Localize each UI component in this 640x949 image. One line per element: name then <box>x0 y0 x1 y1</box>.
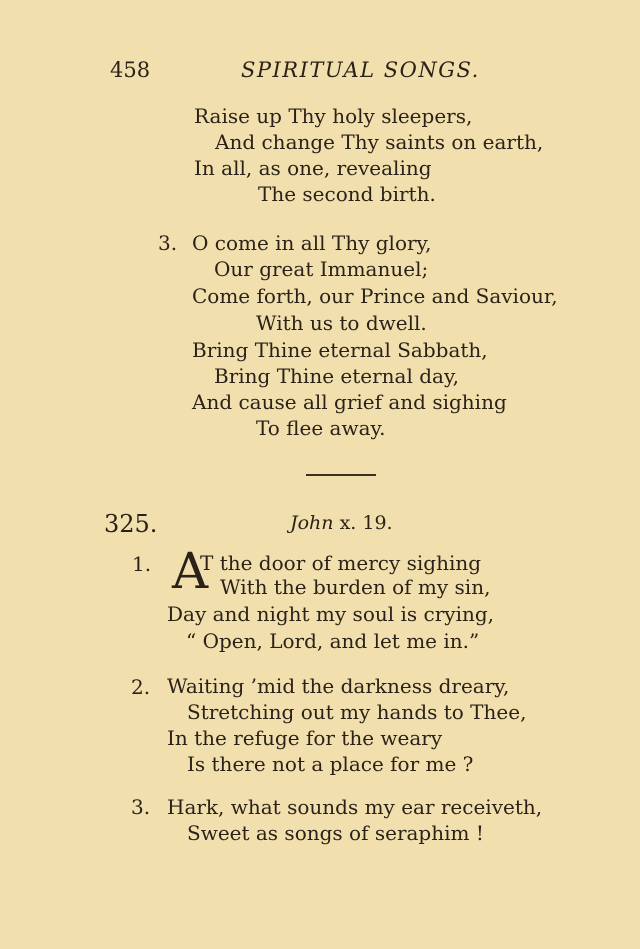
verse-line: And cause all grief and sighing <box>192 390 507 414</box>
verse-line: Waiting ’mid the darkness dreary, <box>167 674 510 698</box>
verse-line: Bring Thine eternal Sabbath, <box>192 338 488 362</box>
verse-line: Bring Thine eternal day, <box>214 364 459 388</box>
stanza-number: 3. <box>158 231 178 255</box>
verse-line: Raise up Thy holy sleepers, <box>194 104 473 128</box>
running-title: SPIRITUAL SONGS. <box>241 58 480 82</box>
drop-cap: A <box>172 542 209 600</box>
verse-line: Day and night my soul is crying, <box>167 602 495 626</box>
verse-line: In all, as one, revealing <box>194 156 432 180</box>
page-number: 458 <box>110 58 151 82</box>
section-divider <box>306 474 376 476</box>
verse-line: Hark, what sounds my ear receiveth, <box>167 795 543 819</box>
scripture-verse: x. 19. <box>339 512 393 534</box>
verse-line: Our great Immanuel; <box>214 257 429 281</box>
verse-line: And change Thy saints on earth, <box>215 130 544 154</box>
verse-line: O come in all Thy glory, <box>192 231 432 255</box>
verse-line: With us to dwell. <box>256 311 427 335</box>
scripture-book: John <box>290 512 334 534</box>
verse-line: To flee away. <box>256 416 386 440</box>
verse-line: Stretching out my hands to Thee, <box>187 700 527 724</box>
verse-line: Sweet as songs of seraphim ! <box>187 821 484 845</box>
hymn-number: 325. <box>104 510 158 538</box>
stanza-number: 1. <box>132 552 152 576</box>
verse-line: The second birth. <box>258 182 436 206</box>
verse-line: T the door of mercy sighing <box>200 551 482 575</box>
verse-line: In the refuge for the weary <box>167 726 443 750</box>
stanza-number: 3. <box>131 795 151 819</box>
verse-line: With the burden of my sin, <box>220 575 491 599</box>
verse-line: Is there not a place for me ? <box>187 752 474 776</box>
verse-line: Come forth, our Prince and Saviour, <box>192 284 558 308</box>
stanza-number: 2. <box>131 675 151 699</box>
verse-line: “ Open, Lord, and let me in.” <box>186 629 480 653</box>
scripture-reference <box>290 512 393 534</box>
